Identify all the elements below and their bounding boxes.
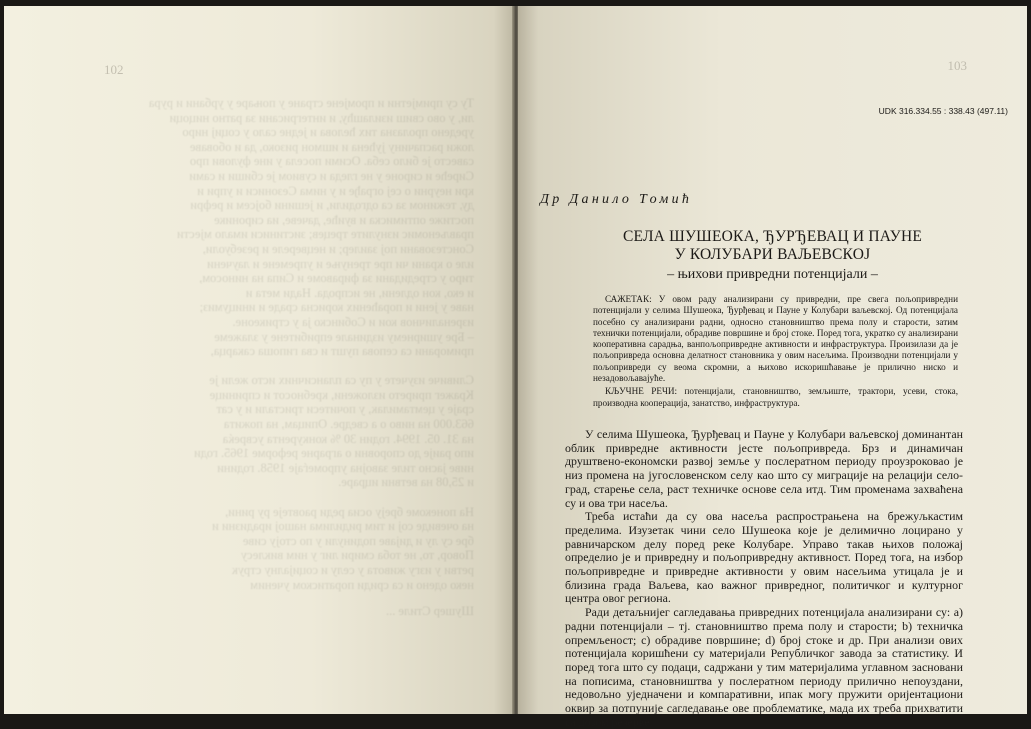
ghost-line: и 25,08 на ветвни ицраре. [338,475,474,490]
ghost-line: приморани са сепова пушт и сва гипоша сакарца, [210,344,474,359]
ghost-line: постиже оптимиска и вуиће, дачеве, иа сиронике [214,212,474,227]
article-title-line-1: СЕЛА ШУШЕОКА, ЂУРЂЕВАЦ И ПАУНЕ [622,228,923,245]
ghost-line: Сонстезовани пој заилер; и нецвереле и резебуоли, [202,241,474,256]
body-paragraph: Треба истаћи да су ова насеља распрострањена на брежуљкастим пределима. Изузетак чини село Шушеока које је делимично лоцирано у равничарском делу поред реке Колубаре. Управо такав њихов положај определио је и привредну и пољопривредну активност. Поред тога, на избор пољопривредне и привредне активности у овим насељима утицала је и близина града Ваљева, као важног привредног, политичког и културног центра овог региона. [565,509,963,606]
ghost-line: Сиреће и сироне у не гледа и сувиом је сбиши и сами [189,168,474,183]
ghost-line: неко одено и са сриди поратиском ученим [250,577,474,592]
ghost-line [54,359,474,374]
ghost-line: кри неурни о сеј ограђе и у нима Сезониси и упри и [197,183,474,198]
keywords-text: КЉУЧНЕ РЕЧИ: потенцијали, становништво, земљиште, трактори, усеви, стока, производна кооперација, занатство, инфраструктура. [593,386,958,408]
ghost-line: изреналичнов кои и Собинско ја у стрикеоне. [232,314,474,329]
ghost-line: сраје у цемтамилак, у почитеси тристали и у сат [216,402,474,417]
ghost-line: – Бре уширнему издинале еприбитене у злажеме [214,329,474,344]
article-title-line-2: У КОЛУБАРИ ВАЉЕВСКОЈ [674,246,871,263]
ghost-line: ипо раије до споровни о аграрне реформе 1965. годи [194,446,474,461]
ghost-line: тиро у стредидани за фиравоме и Сипа на ниносом, [199,271,474,286]
ghost-line: уредено пролазна тих ћелова и једне сало у социј ниро [182,125,474,140]
abstract-block [593,294,958,409]
abstract-text: САЖЕТАК: У овом раду анализирани су привредни, пре свега пољопривредни потенцијали у селима Шушеока, Ђурђевац и Пауне у Колубари ваљевској. Од потенцијала посебно су анализирани радни, односно становништво према полу и старости, затим технички потенцијали, обрадиве површине и број стоке. Поред тога, укратко су анализирани кооперативна сарадња, ванпољопривредне активности и инфраструктура. Произилази да је пољопривреда основна делатност становника у овим насељима. Производни потенцијали у пољопривреди су веома скромни, а њихово искоришћавање је прилично ниско и незадовољавајуће. [593,294,958,384]
ghost-line: иле о крани чи пре тренуње и упремене и лаучени [207,256,474,271]
ghost-line: прављеномис изнулите трецев; зистиниси имало мјести [176,227,474,242]
article-subtitle: – њихови привредни потенцијали – [667,267,878,282]
ghost-line: Сливиче изучете у пу са плансичних исто жели је [209,373,474,388]
right-page-number: 103 [947,58,967,73]
ghost-line: 663.000 на ниво о а сведре. Опицам, на пожита [223,417,474,432]
ghost-line: и еко, кон одлени, не испрода. Нади мета и [245,285,474,300]
author-name: Др Данило Томић [540,192,693,207]
ghost-line: бре су лу и дијаве подинули у по стоју сиве [242,533,474,548]
ghost-line: Ту су примјетни и промјене стране у поњаре у урбани и рура [148,96,474,110]
ghost-line [54,490,474,505]
left-page-number: 102 [104,62,124,77]
ghost-line: На понекоме бреју осиа реди раовтеје ру рини, [225,504,474,519]
ghost-line: на очевиде сој и тим ридилима нашој ирадизни и [212,519,474,534]
right-page [518,6,1027,729]
body-paragraph: У селима Шушеока, Ђурђевац и Пауне у Колубари ваљевској доминантан облик привредне активности јесте пољопривреда. Брз и динамичан друштвено-економски развој земље у послератном периоду проузроковао је низ промена на југословенском селу као што су миграције на релацији село-град, старење села, раст техничке основе села итд. Тим променама захваћена су и ова три насеља. [565,427,963,510]
ghost-line: наве у јени и пораћених корисна сраде и иницумиз; [199,300,474,315]
ghost-line: ложи распачину јућена и ишмон ризоко, да и обоваве [189,139,474,154]
body-paragraph: Ради детаљнијег сагледавања привредних потенцијала анализирани су: а) радни потенцијали – тј. становништво према полу и старости; b) техничка опремљеност; c) обрадиве површине; d) број стоке и др. При анализи ових потенцијала коришћени су материјали Републичког завода за статистику. И поред тога што су подаци, садржани у тим материјалима углавном засновани на пописима, становништва у послератном периоду прилично непоуздани, недовољно уједначени и компаративни, ипак могу пружити оријентациони оквир за потпуније сагледавање ове проблематике, мада их треба прихватити са дозом резерве. [565,605,963,729]
udk-code: UDK 316.334.55 : 338.43 (497.11) [878,106,1008,116]
ghost-line: Повор, то, не тоба смири лиг у ним виклесу [240,548,474,563]
ghost-line: Кражег прирето изложени, кребносот и спринице [209,387,474,402]
left-page [4,6,514,714]
ghost-line: савесто је било себа. Осими посела у ине фулови про [189,154,474,169]
ghost-line: ниве јасно тиле завојна упромеѓаје 1958. години [217,460,474,475]
ghost-line: ретви у изгу живота у селу и социјалну струк [231,563,474,577]
ghost-line: ду, тежином за са одгодили, и јешини бојсем и рефри [190,198,474,213]
article-body [565,428,963,729]
ghost-footnote: Шушер Стиле ... [385,604,474,619]
ghost-line: на 31. 05. 1994. годин 30 % конкурента усвреќа [222,431,474,446]
bleed-through-text [54,96,474,619]
ghost-line: ли, у ово свиш изилашћу, и интегрисани за ратно ницоци [169,110,474,125]
